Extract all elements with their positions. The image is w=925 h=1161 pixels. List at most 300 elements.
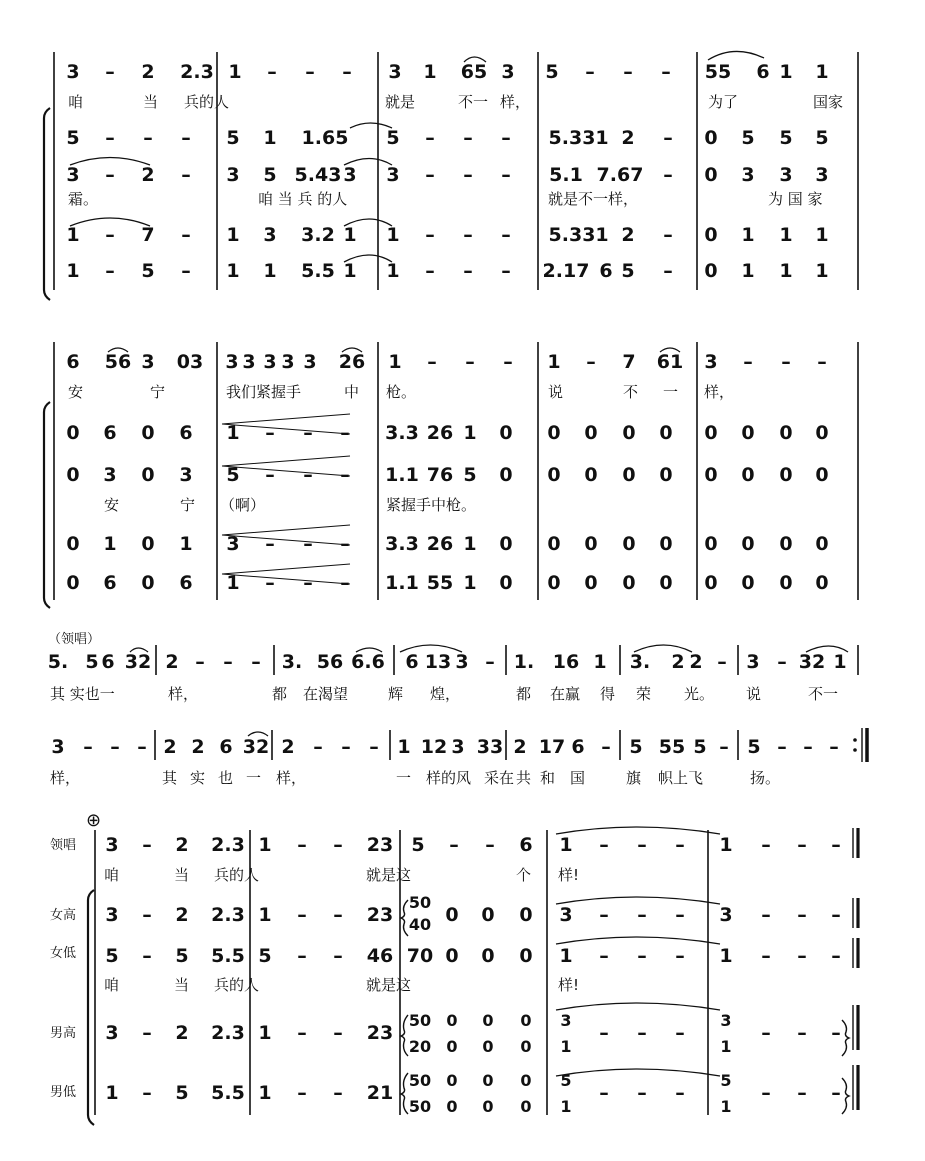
note: 3: [105, 1022, 119, 1044]
note: 56: [316, 651, 344, 673]
note: 5.5: [211, 945, 245, 967]
note: –: [675, 904, 685, 926]
note: –: [342, 61, 352, 83]
note: 26: [426, 533, 454, 555]
label-lead: 领唱: [50, 838, 77, 853]
note: 0: [445, 904, 459, 926]
note: 1: [595, 224, 609, 246]
note: –: [761, 1022, 771, 1044]
note: 5.: [47, 651, 69, 673]
s2-row5: [0, 568, 925, 598]
note: 50: [408, 1097, 432, 1116]
note: 3: [451, 736, 465, 758]
note: 7.67: [596, 164, 644, 186]
note: 5: [66, 127, 80, 149]
note: –: [303, 464, 313, 486]
note: 1: [815, 224, 829, 246]
note: 5: [463, 464, 477, 486]
note: 2: [191, 736, 205, 758]
note: –: [637, 1022, 647, 1044]
note: 55: [426, 572, 454, 594]
note: 0: [499, 533, 513, 555]
note: 56: [104, 351, 132, 373]
note: 1: [226, 572, 240, 594]
note: 1: [560, 1037, 572, 1056]
note: 1: [258, 904, 272, 926]
note: 3: [263, 224, 277, 246]
note: –: [675, 1022, 685, 1044]
note: 1: [226, 224, 240, 246]
note: 5.5: [211, 1082, 245, 1104]
note: 6: [756, 61, 770, 83]
coda-alto-row: [0, 941, 925, 971]
note: 13: [424, 651, 452, 673]
note: 7: [622, 351, 636, 373]
note: –: [105, 260, 115, 282]
note: 1: [263, 260, 277, 282]
note: 5.5: [301, 260, 335, 282]
note: 1: [388, 351, 402, 373]
note: –: [637, 904, 647, 926]
note: 0: [520, 1097, 532, 1116]
note: 1: [719, 834, 733, 856]
note: 5: [747, 736, 761, 758]
note: –: [105, 61, 115, 83]
note: –: [599, 945, 609, 967]
note: 3: [815, 164, 829, 186]
note: 0: [499, 464, 513, 486]
note: –: [181, 260, 191, 282]
note: 32: [798, 651, 826, 673]
note: 3: [386, 164, 400, 186]
note: 1.65: [301, 127, 349, 149]
note: 0: [481, 904, 495, 926]
note: 5: [720, 1071, 732, 1090]
note: 0: [482, 1011, 494, 1030]
note: 23: [366, 1022, 394, 1044]
note: 1: [815, 61, 829, 83]
note: –: [425, 224, 435, 246]
note: 1: [228, 61, 242, 83]
note: –: [341, 736, 351, 758]
note: 3: [66, 164, 80, 186]
solo-line2: [0, 732, 925, 762]
note: –: [425, 260, 435, 282]
note: 26: [338, 351, 366, 373]
note: 0: [141, 464, 155, 486]
note: –: [340, 572, 350, 594]
note: 0: [622, 533, 636, 555]
note: 3.: [629, 651, 651, 673]
note: 50: [408, 893, 432, 912]
note: –: [761, 945, 771, 967]
note: 3: [560, 1011, 572, 1030]
note: 2: [621, 224, 635, 246]
note: –: [223, 651, 233, 673]
note: –: [831, 1082, 841, 1104]
note: 0: [584, 422, 598, 444]
note: –: [425, 127, 435, 149]
coda-sop-row: [0, 893, 925, 934]
note: 1: [833, 651, 847, 673]
note: 0: [659, 533, 673, 555]
note: 32: [242, 736, 270, 758]
note: –: [586, 351, 596, 373]
note: 0: [659, 464, 673, 486]
note: 3: [242, 351, 256, 373]
note: –: [717, 651, 727, 673]
note: 3: [66, 61, 80, 83]
note: 0: [779, 422, 793, 444]
note: 6: [103, 422, 117, 444]
note: 5.33: [548, 224, 596, 246]
note: 3: [179, 464, 193, 486]
note: –: [137, 736, 147, 758]
note: 3: [746, 651, 760, 673]
note: 0: [815, 464, 829, 486]
note: 0: [779, 572, 793, 594]
note: –: [797, 904, 807, 926]
note: 6: [519, 834, 533, 856]
note: 1: [593, 651, 607, 673]
note: 0: [584, 464, 598, 486]
note: 1: [66, 224, 80, 246]
note: –: [803, 736, 813, 758]
note: 0: [519, 904, 533, 926]
note: 0: [141, 422, 155, 444]
note: –: [663, 260, 673, 282]
note: 0: [446, 1011, 458, 1030]
note: 1: [559, 945, 573, 967]
note: 0: [584, 533, 598, 555]
solo-label: （领唱）: [48, 632, 101, 647]
note: –: [340, 533, 350, 555]
note: 0: [482, 1071, 494, 1090]
note: –: [142, 945, 152, 967]
note: 5: [263, 164, 277, 186]
note: –: [503, 351, 513, 373]
note: 23: [366, 834, 394, 856]
note: –: [777, 736, 787, 758]
s1-lead-row: [0, 57, 925, 87]
note: 5: [258, 945, 272, 967]
note: 2.3: [211, 904, 245, 926]
note: 0: [547, 422, 561, 444]
note: 0: [482, 1097, 494, 1116]
note: 5: [226, 127, 240, 149]
note: 0: [520, 1037, 532, 1056]
note: –: [463, 127, 473, 149]
note: 3: [226, 533, 240, 555]
note: –: [142, 1022, 152, 1044]
note: –: [663, 164, 673, 186]
note: –: [599, 834, 609, 856]
note: 0: [66, 572, 80, 594]
note: 1: [463, 572, 477, 594]
note: 2: [281, 736, 295, 758]
note: 0: [141, 572, 155, 594]
note: 0: [446, 1097, 458, 1116]
note: –: [601, 736, 611, 758]
note: –: [333, 904, 343, 926]
note: 3.3: [385, 533, 419, 555]
note: –: [637, 945, 647, 967]
note: 1: [258, 834, 272, 856]
note: –: [831, 904, 841, 926]
note: 32: [124, 651, 152, 673]
note: –: [829, 736, 839, 758]
note: 5: [411, 834, 425, 856]
note: 3: [704, 351, 718, 373]
note: –: [181, 164, 191, 186]
note: 2.3: [180, 61, 214, 83]
note: 5.43: [294, 164, 342, 186]
note: 0: [704, 127, 718, 149]
note: –: [425, 164, 435, 186]
note: –: [181, 127, 191, 149]
note: –: [663, 127, 673, 149]
note: –: [675, 1082, 685, 1104]
note: 0: [659, 422, 673, 444]
note: 17: [538, 736, 566, 758]
note: 1: [263, 127, 277, 149]
note: 0: [499, 422, 513, 444]
note: 2: [671, 651, 685, 673]
note: 1: [423, 61, 437, 83]
note: –: [142, 834, 152, 856]
note: –: [831, 945, 841, 967]
note: 0: [704, 464, 718, 486]
note: 26: [426, 422, 454, 444]
note: 6: [66, 351, 80, 373]
note: –: [585, 61, 595, 83]
note: 1: [560, 1097, 572, 1116]
note: –: [463, 164, 473, 186]
note: 3: [559, 904, 573, 926]
s1-row4: [0, 220, 925, 250]
note: 2.3: [211, 834, 245, 856]
note: –: [501, 260, 511, 282]
note: 3: [741, 164, 755, 186]
note: 1: [258, 1022, 272, 1044]
note: 5: [175, 945, 189, 967]
note: 3.2: [301, 224, 335, 246]
note: –: [303, 533, 313, 555]
note: –: [369, 736, 379, 758]
solo-line1: [0, 647, 925, 677]
note: 2: [175, 834, 189, 856]
note: 1: [720, 1037, 732, 1056]
note: –: [485, 651, 495, 673]
note: 1: [741, 224, 755, 246]
note: –: [303, 422, 313, 444]
note: –: [797, 834, 807, 856]
coda-symbol: ⊕: [86, 810, 102, 831]
note: –: [637, 1082, 647, 1104]
note: –: [675, 834, 685, 856]
note: 1: [779, 61, 793, 83]
note: 3: [455, 651, 469, 673]
note: 5: [621, 260, 635, 282]
note: 50: [408, 1011, 432, 1030]
note: 55: [704, 61, 732, 83]
note: –: [501, 164, 511, 186]
note: 6: [219, 736, 233, 758]
note: 0: [704, 422, 718, 444]
note: 3: [226, 164, 240, 186]
note: 0: [446, 1037, 458, 1056]
s1-row2: [0, 123, 925, 153]
note: 61: [656, 351, 684, 373]
note: –: [637, 834, 647, 856]
note: 1: [226, 260, 240, 282]
note: 76: [426, 464, 454, 486]
note: 2.17: [542, 260, 590, 282]
note: –: [303, 572, 313, 594]
note: 1: [386, 260, 400, 282]
note: 2: [165, 651, 179, 673]
note: 7: [141, 224, 155, 246]
note: –: [719, 736, 729, 758]
note: –: [142, 904, 152, 926]
note: 3.: [281, 651, 303, 673]
note: –: [305, 61, 315, 83]
label-sop: 女高: [50, 908, 77, 923]
note: 2: [163, 736, 177, 758]
note: 2: [175, 1022, 189, 1044]
note: 0: [520, 1011, 532, 1030]
note: –: [465, 351, 475, 373]
note: 3: [720, 1011, 732, 1030]
note: –: [817, 351, 827, 373]
note: 1: [779, 224, 793, 246]
note: 0: [815, 422, 829, 444]
label-bass: 男低: [50, 1085, 77, 1100]
note: –: [599, 904, 609, 926]
note: 46: [366, 945, 394, 967]
note: 6: [599, 260, 613, 282]
note: 3.3: [385, 422, 419, 444]
note: 2: [141, 61, 155, 83]
note: 6: [101, 651, 115, 673]
note: 0: [741, 533, 755, 555]
note: 5: [779, 127, 793, 149]
note: –: [297, 834, 307, 856]
note: –: [661, 61, 671, 83]
note: 1: [595, 127, 609, 149]
note: 0: [499, 572, 513, 594]
note: 3: [51, 736, 65, 758]
note: 1: [547, 351, 561, 373]
note: –: [463, 224, 473, 246]
note: 0: [547, 533, 561, 555]
note: 1: [386, 224, 400, 246]
s2-row3: [0, 460, 925, 490]
note: –: [105, 127, 115, 149]
note: –: [675, 945, 685, 967]
note: 3: [343, 164, 357, 186]
note: 5: [85, 651, 99, 673]
note: –: [142, 1082, 152, 1104]
note: –: [83, 736, 93, 758]
note: –: [340, 464, 350, 486]
note: 65: [460, 61, 488, 83]
note: –: [761, 834, 771, 856]
note: 5: [386, 127, 400, 149]
note: 0: [704, 572, 718, 594]
note: 0: [141, 533, 155, 555]
note: –: [333, 1022, 343, 1044]
note: –: [333, 834, 343, 856]
note: 0: [519, 945, 533, 967]
note: –: [781, 351, 791, 373]
note: 1: [105, 1082, 119, 1104]
note: –: [251, 651, 261, 673]
note: 3: [719, 904, 733, 926]
note: 3: [141, 351, 155, 373]
note: 3: [779, 164, 793, 186]
note: –: [501, 224, 511, 246]
note: 33: [476, 736, 504, 758]
note: –: [743, 351, 753, 373]
note: 3: [263, 351, 277, 373]
note: 1: [397, 736, 411, 758]
note: 1: [720, 1097, 732, 1116]
note: 21: [366, 1082, 394, 1104]
note: –: [777, 651, 787, 673]
note: 5.1: [549, 164, 583, 186]
note: 5.33: [548, 127, 596, 149]
note: –: [105, 224, 115, 246]
note: –: [485, 834, 495, 856]
s2-row4: [0, 529, 925, 559]
coda-lead-row: [0, 830, 925, 860]
note: 1: [463, 422, 477, 444]
note: –: [265, 464, 275, 486]
note: –: [831, 1022, 841, 1044]
note: 0: [815, 572, 829, 594]
note: 5: [741, 127, 755, 149]
note: 3: [501, 61, 515, 83]
note: 0: [584, 572, 598, 594]
note: 0: [520, 1071, 532, 1090]
note: 5: [226, 464, 240, 486]
note: –: [333, 1082, 343, 1104]
note: –: [195, 651, 205, 673]
note: –: [110, 736, 120, 758]
note: 5: [560, 1071, 572, 1090]
note: 2: [513, 736, 527, 758]
note: –: [831, 834, 841, 856]
note: 0: [66, 464, 80, 486]
note: 0: [815, 533, 829, 555]
note: 5: [815, 127, 829, 149]
note: 6: [571, 736, 585, 758]
note: 0: [622, 422, 636, 444]
note: 03: [176, 351, 204, 373]
note: 1.: [513, 651, 535, 673]
note: –: [599, 1022, 609, 1044]
s2-lead-row: [0, 347, 925, 377]
note: 3: [388, 61, 402, 83]
note: –: [761, 1082, 771, 1104]
note: 5: [545, 61, 559, 83]
note: 1: [815, 260, 829, 282]
note: 1: [66, 260, 80, 282]
note: –: [297, 904, 307, 926]
note: 3: [281, 351, 295, 373]
note: 0: [622, 572, 636, 594]
